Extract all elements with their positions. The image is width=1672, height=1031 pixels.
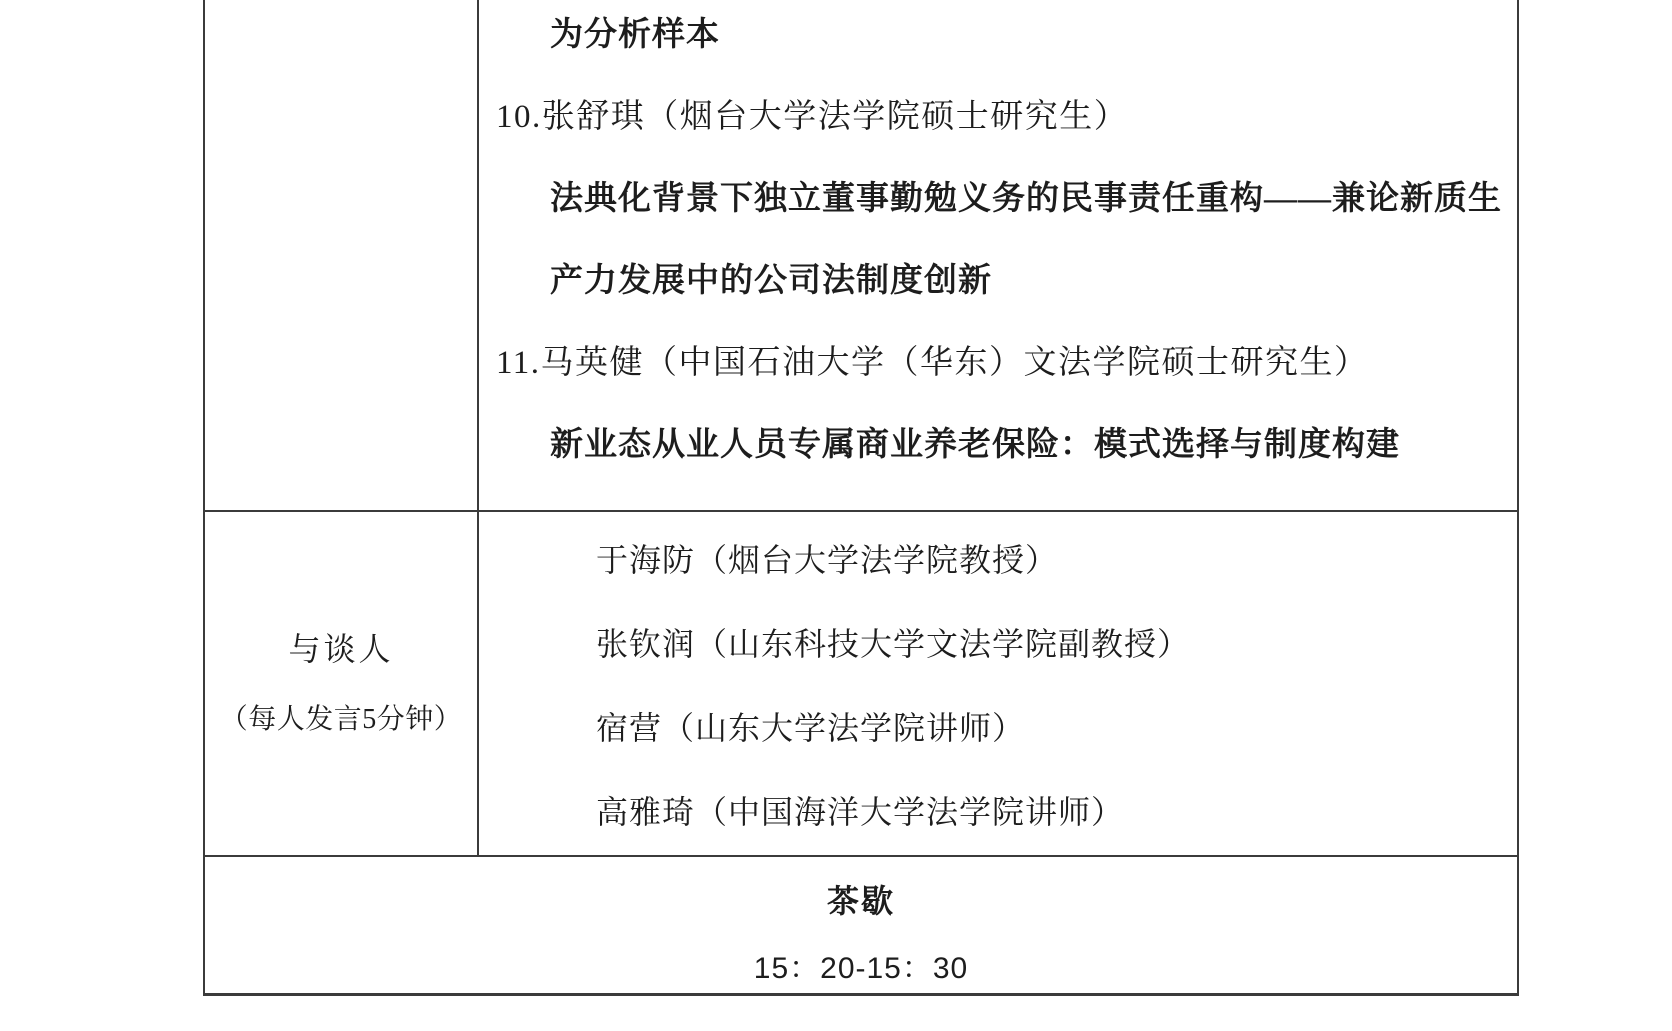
- speaker-item-11: 11.马英健（中国石油大学（华东）文法学院硕士研究生）: [496, 344, 1369, 381]
- discussant-name-2: 张钦润（山东科技大学文法学院副教授）: [596, 625, 1191, 662]
- presentations-label-cell: [205, 0, 479, 510]
- break-time: 15：20-15：30: [753, 952, 969, 985]
- paper-title-10-line-1: 法典化背景下独立董事勤勉义务的民事责任重构——兼论新质生: [550, 180, 1502, 217]
- discussants-time-note: （每人发言5分钟）: [219, 704, 463, 735]
- discussant-name-4: 高雅琦（中国海洋大学法学院讲师）: [596, 793, 1125, 830]
- speaker-item-10: 10.张舒琪（烟台大学法学院硕士研究生）: [496, 98, 1129, 135]
- presentations-content-cell: [479, 0, 1517, 510]
- discussants-content-cell: [479, 512, 1517, 855]
- discussant-name-3: 宿营（山东大学法学院讲师）: [596, 709, 1026, 746]
- discussants-label: 与谈人: [288, 631, 394, 667]
- break-row: [205, 857, 1517, 991]
- paper-title-continuation: 为分析样本: [550, 16, 720, 53]
- paper-title-11: 新业态从业人员专属商业养老保险：模式选择与制度构建: [550, 426, 1400, 463]
- discussant-name-1: 于海防（烟台大学法学院教授）: [596, 541, 1059, 578]
- discussants-label-cell: [205, 512, 479, 855]
- discussants-row: [205, 512, 1517, 857]
- presentations-row: [205, 0, 1517, 512]
- break-title: 茶歇: [826, 883, 895, 919]
- agenda-table: [203, 0, 1519, 996]
- paper-title-10-line-2: 产力发展中的公司法制度创新: [550, 262, 992, 299]
